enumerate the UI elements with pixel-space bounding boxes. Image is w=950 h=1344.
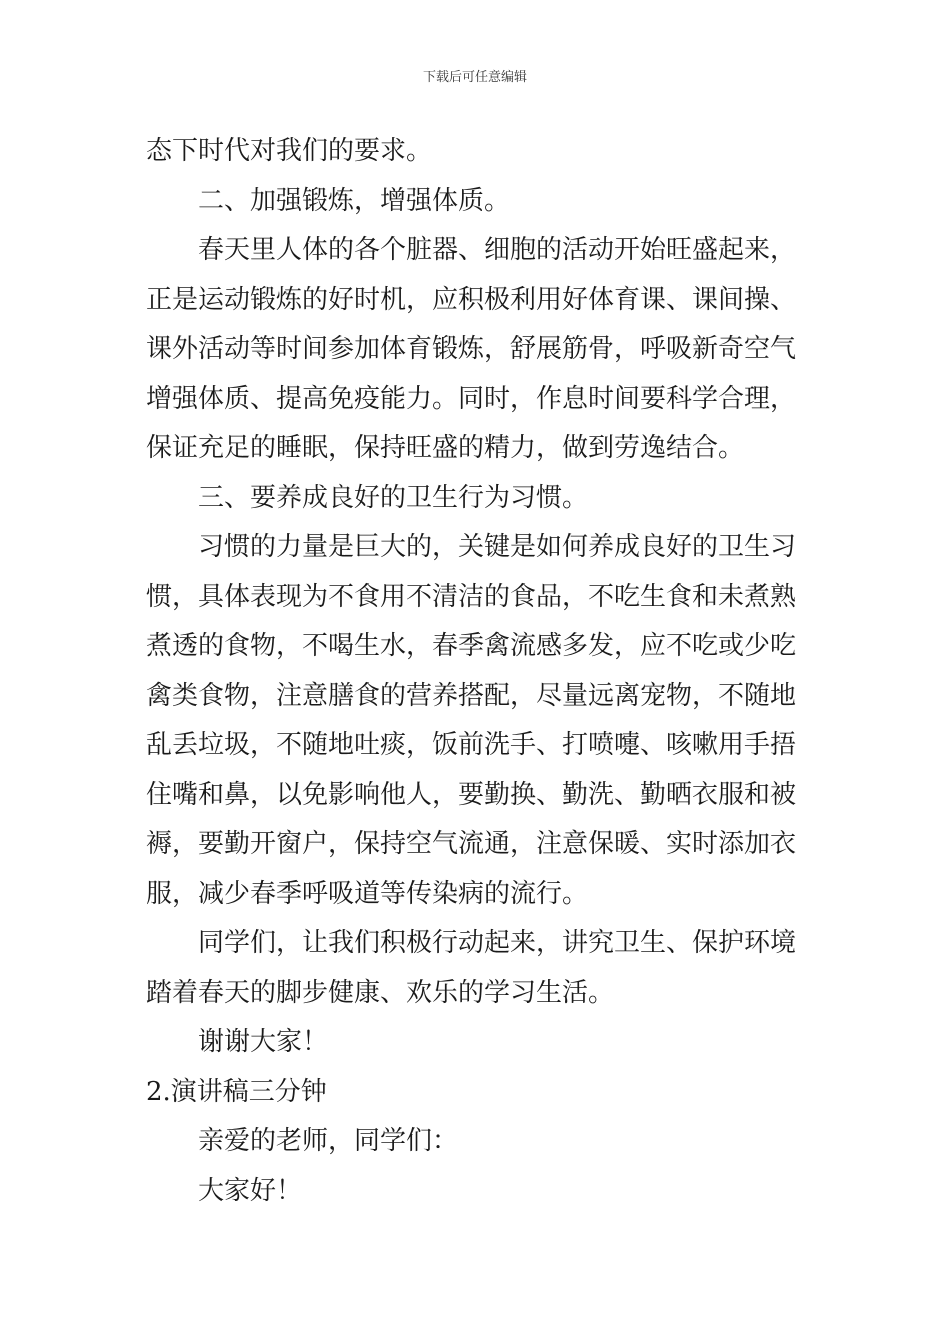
text-line: 禽类食物，注意膳食的营养搭配，尽量远离宠物，不随地	[146, 680, 797, 711]
text-line: 态下时代对我们的要求。	[146, 136, 433, 166]
paragraph-line: 同学们，让我们积极行动起来，讲究卫生、保护环境	[198, 928, 797, 958]
text-line: 乱丢垃圾，不随地吐痰，饭前洗手、打喷嚏、咳嗽用手捂	[146, 730, 797, 760]
closing-line: 谢谢大家！	[198, 1027, 329, 1057]
document-body	[146, 127, 806, 1216]
greeting-line: 大家好！	[198, 1175, 303, 1206]
text-line: 煮透的食物，不喝生水，春季禽流感多发，应不吃或少吃	[146, 631, 797, 661]
text-line: 课外活动等时间参加体育锻炼，舒展筋骨，呼吸新奇空气	[146, 334, 797, 364]
text-line: 保证充足的睡眠，保持旺盛的精力，做到劳逸结合。	[146, 433, 745, 463]
paragraph-line: 习惯的力量是巨大的，关键是如何养成良好的卫生习	[198, 532, 797, 562]
paragraph-line: 春天里人体的各个脏器、细胞的活动开始旺盛起来，	[198, 235, 797, 265]
text-line: 住嘴和鼻，以免影响他人，要勤换、勤洗、勤晒衣服和被	[146, 779, 797, 810]
text-line: 踏着春天的脚步健康、欢乐的学习生活。	[146, 977, 615, 1008]
section-heading: 三、要养成良好的卫生行为习惯。	[198, 482, 589, 513]
section-title: 2.演讲稿三分钟	[146, 1076, 327, 1107]
text-line: 服，减少春季呼吸道等传染病的流行。	[146, 878, 589, 909]
text-line: 惯，具体表现为不食用不清洁的食品，不吃生食和未煮熟	[146, 581, 797, 612]
section-heading: 二、加强锻炼，增强体质。	[198, 185, 511, 216]
text-line: 褥，要勤开窗户，保持空气流通，注意保暖、实时添加衣	[146, 829, 797, 859]
salutation-line: 亲爱的老师，同学们：	[198, 1126, 459, 1156]
page-header: 下载后可任意编辑	[422, 70, 527, 85]
text-line: 增强体质、提高免疫能力。同时，作息时间要科学合理，	[146, 383, 797, 414]
text-line: 正是运动锻炼的好时机，应积极利用好体育课、课间操、	[146, 284, 797, 315]
